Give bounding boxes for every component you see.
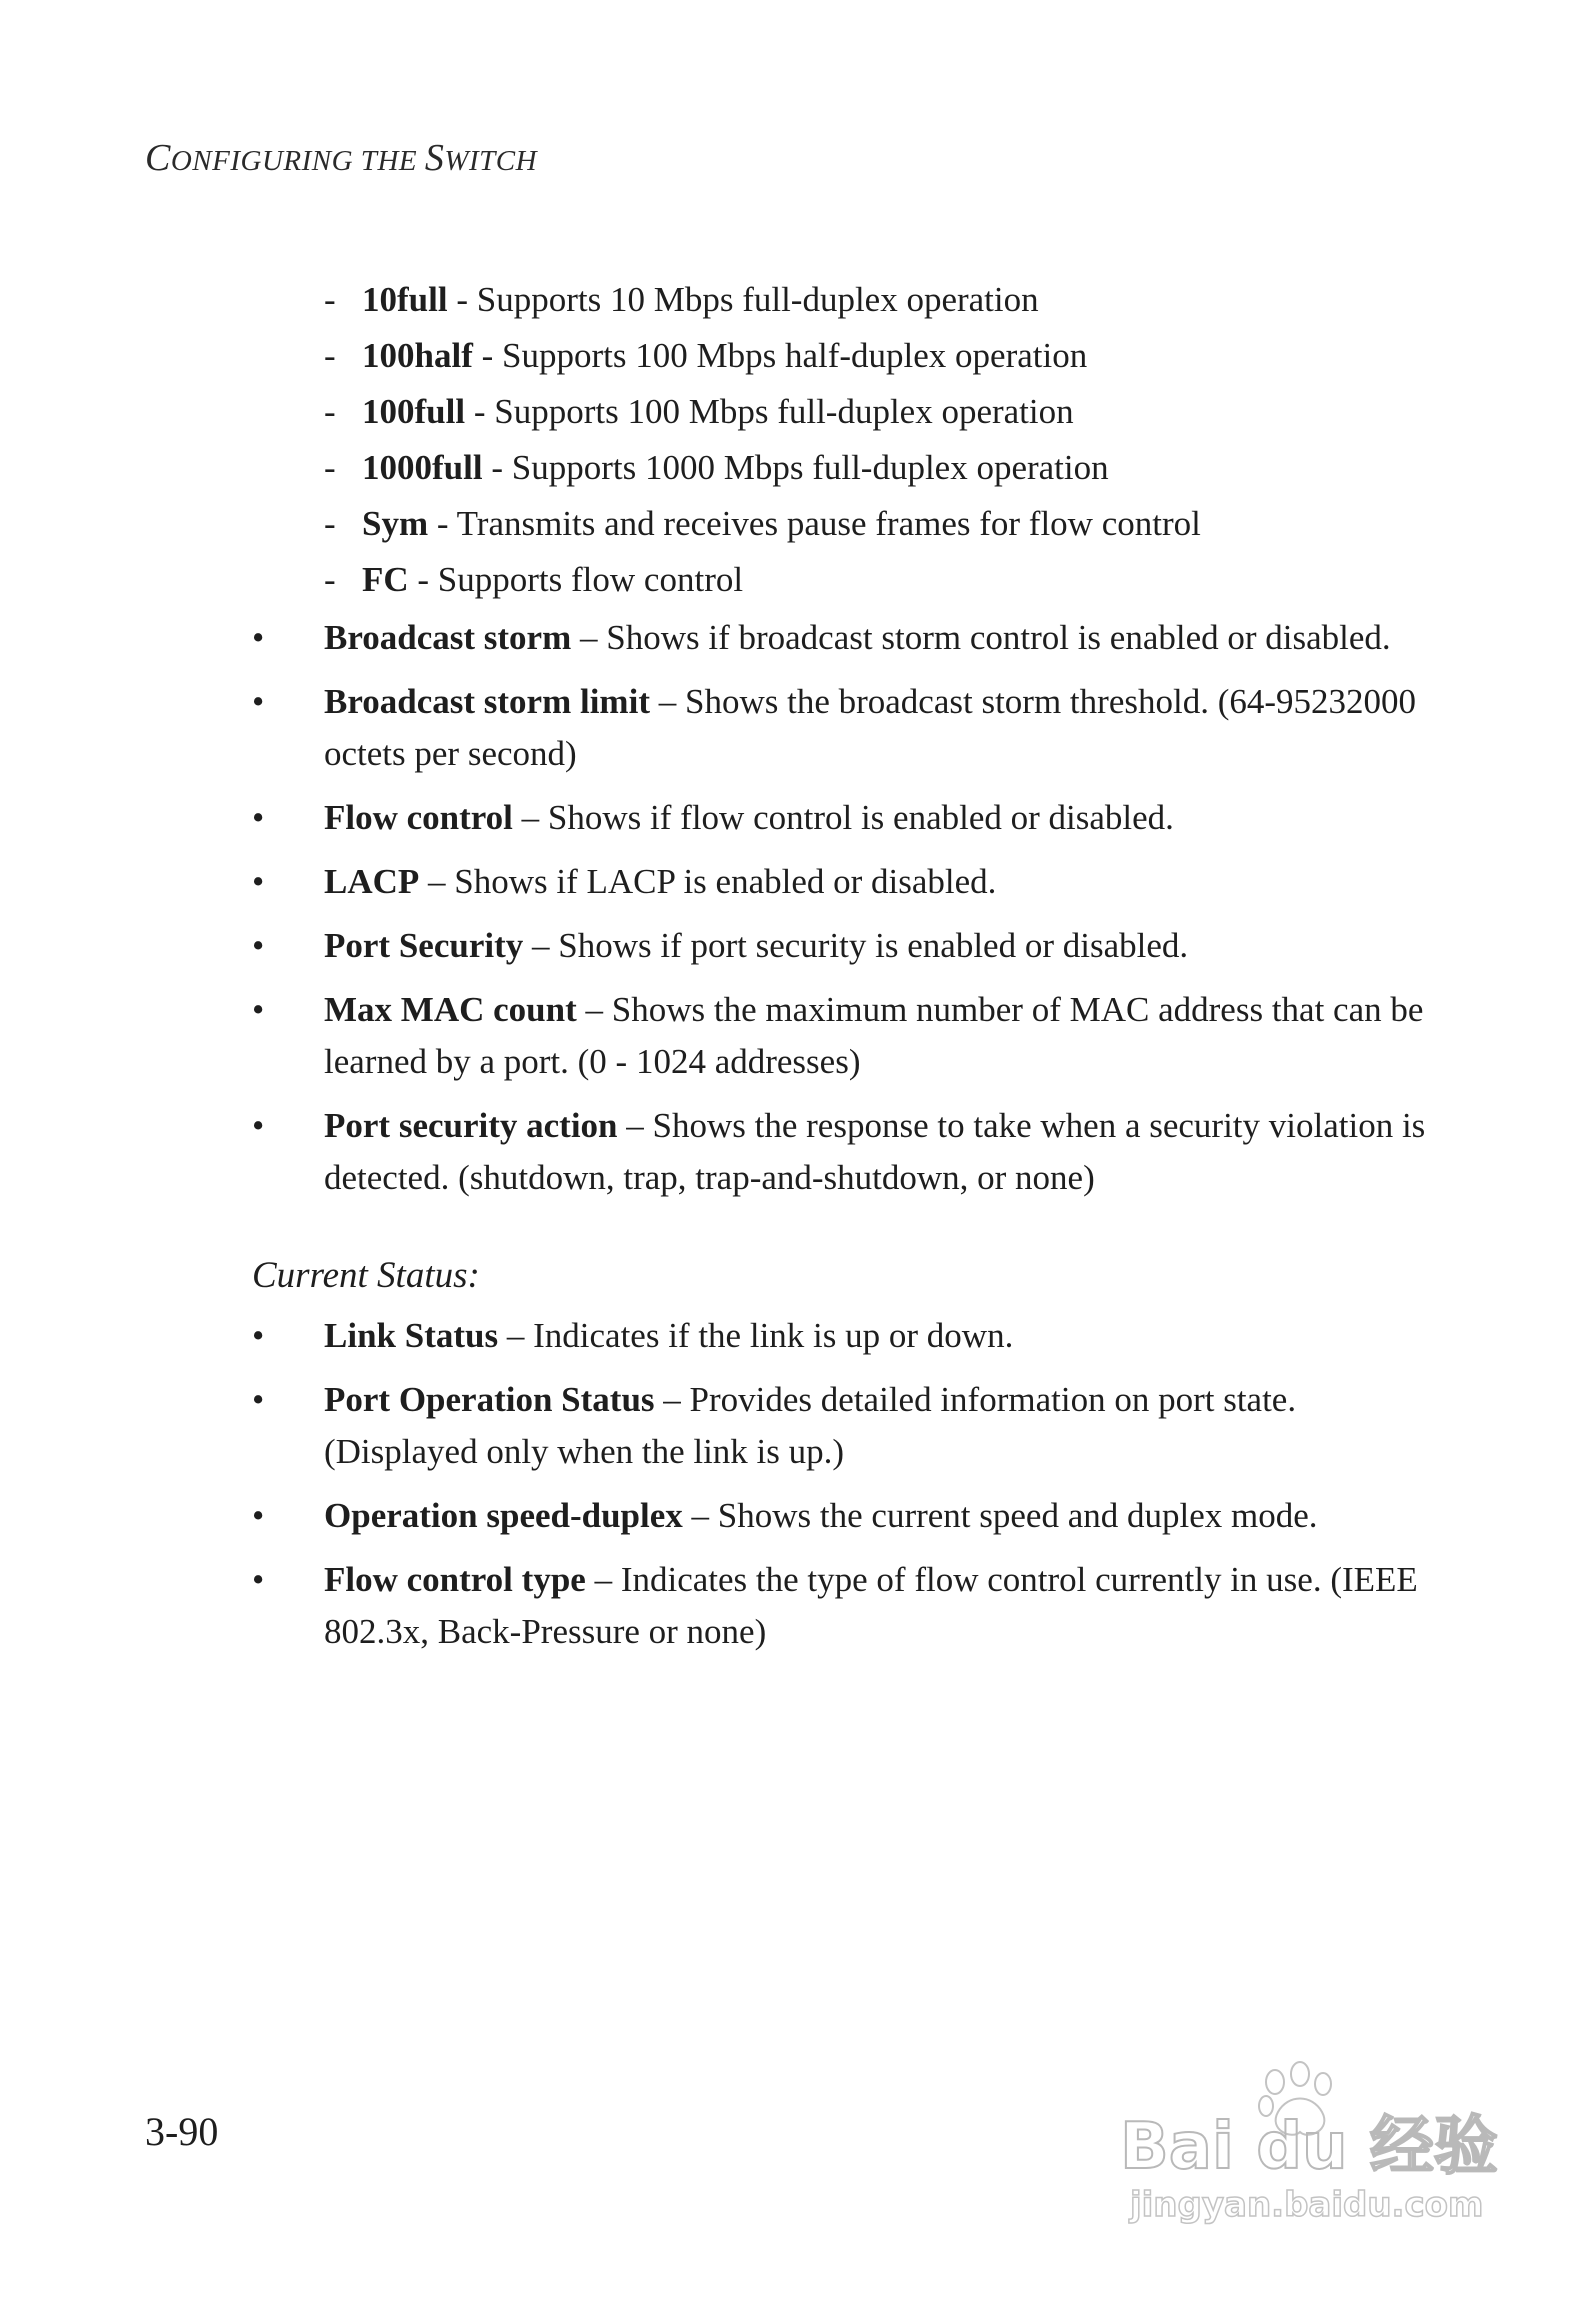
list-item: - FC - Supports flow control — [324, 560, 744, 599]
list-item: • Port Security – Shows if port security is enabled or disabled. — [252, 926, 1189, 965]
list-item: • Broadcast storm limit – Shows the broadcast storm threshold. (64-95232000 octets per second) — [252, 682, 1417, 773]
list-item: - 100full - Supports 100 Mbps full-duplex operation — [324, 392, 1074, 431]
configuration-bullets — [252, 612, 1432, 1204]
list-item: • Port Operation Status – Provides detailed information on port state. (Displayed only when the link is up.) — [252, 1380, 1297, 1471]
list-item: • Max MAC count – Shows the maximum number of MAC address that can be learned by a port. (0 - 1024 addresses) — [252, 990, 1424, 1081]
page-number: 3-90 — [145, 2109, 219, 2154]
list-item: - 1000full - Supports 1000 Mbps full-duplex operation — [324, 448, 1109, 487]
baidu-jingyan-watermark — [1110, 2060, 1500, 2230]
speed-capability-list — [252, 272, 1432, 608]
list-item: - Sym - Transmits and receives pause frames for flow control — [324, 504, 1201, 543]
list-item: - 10full - Supports 10 Mbps full-duplex operation — [324, 280, 1039, 319]
list-item: - 100half - Supports 100 Mbps half-duplex operation — [324, 336, 1088, 375]
list-item: • LACP – Shows if LACP is enabled or disabled. — [252, 862, 997, 901]
list-item: • Link Status – Indicates if the link is up or down. — [252, 1316, 1014, 1355]
running-head: CONFIGURING THE SWITCH — [145, 137, 538, 179]
watermark-url: jingyan.baidu.com — [1130, 2185, 1484, 2225]
current-status-bullets — [252, 1310, 1432, 1658]
list-item: • Port security action – Shows the response to take when a security violation is detected. (shutdown, trap, trap-and-shutdown, or none) — [252, 1106, 1426, 1197]
list-item: • Flow control type – Indicates the type of flow control currently in use. (IEEE 802.3x, Back-Pressure or none) — [252, 1560, 1418, 1651]
list-item: • Flow control – Shows if flow control is enabled or disabled. — [252, 798, 1174, 837]
current-status-heading: Current Status: — [252, 1255, 480, 1296]
page-body — [252, 272, 1432, 1670]
list-item: • Broadcast storm – Shows if broadcast storm control is enabled or disabled. — [252, 618, 1391, 657]
watermark-brand: Bai du 经验 — [1120, 2110, 1498, 2184]
list-item: • Operation speed-duplex – Shows the current speed and duplex mode. — [252, 1496, 1318, 1535]
